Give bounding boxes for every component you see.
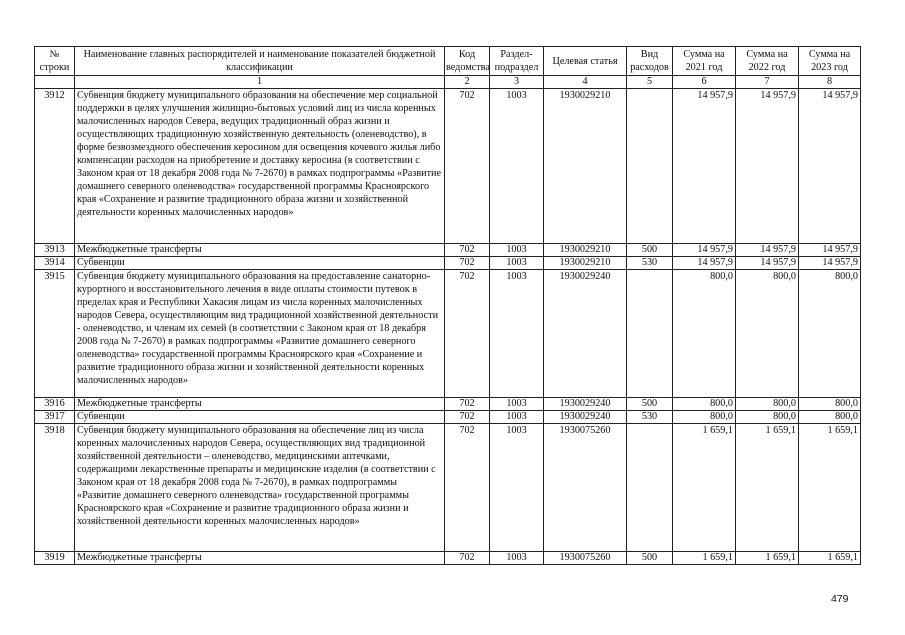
header-row-number: № строки xyxy=(35,47,75,76)
row-target-article: 1930029210 xyxy=(544,257,627,270)
row-number: 3916 xyxy=(35,398,75,411)
header-dept-code: Код ведомства xyxy=(445,47,490,76)
row-expense-kind: 530 xyxy=(627,411,673,424)
row-dept-code: 702 xyxy=(445,424,490,552)
row-name: Межбюджетные трансферты xyxy=(75,244,445,257)
row-expense-kind: 500 xyxy=(627,398,673,411)
row-dept-code: 702 xyxy=(445,270,490,398)
table-row xyxy=(35,398,861,411)
row-section: 1003 xyxy=(490,89,544,244)
row-sum-2022: 14 957,9 xyxy=(736,89,799,244)
row-sum-2023: 14 957,9 xyxy=(799,244,861,257)
column-number: 5 xyxy=(627,76,673,89)
column-number: 3 xyxy=(490,76,544,89)
row-dept-code: 702 xyxy=(445,411,490,424)
row-expense-kind xyxy=(627,424,673,552)
header-sum-2023: Сумма на 2023 год xyxy=(799,47,861,76)
row-sum-2022: 800,0 xyxy=(736,270,799,398)
row-name: Субвенция бюджету муниципального образования на обеспечение лиц из числа коренных малочисленных народов Севера, осуществляющих вид традиционной хозяйственной деятельности – оленеводство, медицинскими аптечками, содержащими лекарственные препараты и медицинские изделия (в соответствии с Законом края от 18 декабря 2008 года № 7-2670), в рамках подпрограммы «Развитие домашнего северного оленеводства» государственной программы Красноярского края «Сохранение и развитие традиционного образа жизни и хозяйственной деятельности коренных малочисленных народов» xyxy=(75,424,445,552)
row-number: 3915 xyxy=(35,270,75,398)
column-number: 8 xyxy=(799,76,861,89)
row-target-article: 1930029210 xyxy=(544,244,627,257)
table-row xyxy=(35,244,861,257)
row-name: Субвенция бюджету муниципального образования на предоставление санаторно-курортного и восстановительного лечения в виде оплаты стоимости путевок в пределах края и Республики Хакасия лицам из числа коренных малочисленных народов Севера, осуществляющим вид традиционной хозяйственной деятельности - оленеводство, и членам их семей (в соответствии с Законом края от 18 декабря 2008 года № 7-2670) в рамках подпрограммы «Развитие домашнего северного оленеводства» государственной программы Красноярского края «Сохранение и развитие традиционного образа жизни и хозяйственной деятельности коренных малочисленных народов» xyxy=(75,270,445,398)
header-name: Наименование главных распорядителей и наименование показателей бюджетной классификации xyxy=(75,47,445,76)
row-section: 1003 xyxy=(490,411,544,424)
page-number: 479 xyxy=(831,593,849,605)
row-section: 1003 xyxy=(490,244,544,257)
row-sum-2023: 800,0 xyxy=(799,411,861,424)
table-row xyxy=(35,270,861,398)
row-number: 3919 xyxy=(35,552,75,565)
row-sum-2022: 1 659,1 xyxy=(736,424,799,552)
row-expense-kind: 500 xyxy=(627,552,673,565)
table-row xyxy=(35,89,861,244)
row-name: Межбюджетные трансферты xyxy=(75,552,445,565)
column-number: 4 xyxy=(544,76,627,89)
table-row xyxy=(35,424,861,552)
row-dept-code: 702 xyxy=(445,257,490,270)
row-sum-2021: 800,0 xyxy=(673,270,736,398)
row-sum-2023: 800,0 xyxy=(799,398,861,411)
row-expense-kind: 530 xyxy=(627,257,673,270)
row-sum-2021: 14 957,9 xyxy=(673,244,736,257)
row-sum-2021: 1 659,1 xyxy=(673,424,736,552)
column-number xyxy=(35,76,75,89)
table-row xyxy=(35,411,861,424)
row-sum-2023: 14 957,9 xyxy=(799,257,861,270)
header-row xyxy=(35,47,861,76)
row-name: Субвенции xyxy=(75,257,445,270)
row-name: Межбюджетные трансферты xyxy=(75,398,445,411)
row-target-article: 1930075260 xyxy=(544,424,627,552)
row-dept-code: 702 xyxy=(445,89,490,244)
row-target-article: 1930029240 xyxy=(544,411,627,424)
row-section: 1003 xyxy=(490,424,544,552)
row-number: 3914 xyxy=(35,257,75,270)
row-sum-2021: 800,0 xyxy=(673,398,736,411)
row-sum-2022: 14 957,9 xyxy=(736,257,799,270)
row-number: 3918 xyxy=(35,424,75,552)
row-target-article: 1930029240 xyxy=(544,398,627,411)
row-sum-2021: 14 957,9 xyxy=(673,89,736,244)
column-number: 1 xyxy=(75,76,445,89)
row-number: 3917 xyxy=(35,411,75,424)
row-section: 1003 xyxy=(490,398,544,411)
table-row xyxy=(35,552,861,565)
row-sum-2021: 14 957,9 xyxy=(673,257,736,270)
row-section: 1003 xyxy=(490,270,544,398)
header-section: Раздел-подраздел xyxy=(490,47,544,76)
column-number: 6 xyxy=(673,76,736,89)
row-sum-2023: 1 659,1 xyxy=(799,552,861,565)
row-dept-code: 702 xyxy=(445,398,490,411)
row-target-article: 1930075260 xyxy=(544,552,627,565)
budget-table xyxy=(34,46,861,565)
row-number: 3912 xyxy=(35,89,75,244)
table-row xyxy=(35,257,861,270)
row-target-article: 1930029240 xyxy=(544,270,627,398)
row-expense-kind xyxy=(627,89,673,244)
column-number: 7 xyxy=(736,76,799,89)
row-name: Субвенция бюджету муниципального образования на обеспечение мер социальной поддержки в целях улучшения жилищно-бытовых условий лиц из числа коренных малочисленных народов Севера, ведущих традиционный образ жизни и осуществляющих традиционную хозяйственную деятельность (оленеводство), в форме безвозмездного обеспечения керосином для освещения кочевого жилья либо компенсации расходов на приобретение и доставку керосина (в соответствии с Законом края от 18 декабря 2008 года № 7-2670) в рамках подпрограммы «Развитие домашнего северного оленеводства» государственной программы Красноярского края «Сохранение и развитие традиционного образа жизни и хозяйственной деятельности коренных малочисленных народов» xyxy=(75,89,445,244)
row-number: 3913 xyxy=(35,244,75,257)
row-section: 1003 xyxy=(490,257,544,270)
header-target-article: Целевая статья xyxy=(544,47,627,76)
row-dept-code: 702 xyxy=(445,244,490,257)
column-number-row xyxy=(35,76,861,89)
header-sum-2021: Сумма на 2021 год xyxy=(673,47,736,76)
header-expense-kind: Вид расходов xyxy=(627,47,673,76)
row-expense-kind: 500 xyxy=(627,244,673,257)
row-sum-2022: 14 957,9 xyxy=(736,244,799,257)
row-target-article: 1930029210 xyxy=(544,89,627,244)
row-sum-2023: 14 957,9 xyxy=(799,89,861,244)
row-sum-2021: 1 659,1 xyxy=(673,552,736,565)
row-sum-2022: 800,0 xyxy=(736,411,799,424)
row-sum-2021: 800,0 xyxy=(673,411,736,424)
row-sum-2023: 800,0 xyxy=(799,270,861,398)
row-expense-kind xyxy=(627,270,673,398)
row-name: Субвенции xyxy=(75,411,445,424)
header-sum-2022: Сумма на 2022 год xyxy=(736,47,799,76)
row-dept-code: 702 xyxy=(445,552,490,565)
row-section: 1003 xyxy=(490,552,544,565)
row-sum-2023: 1 659,1 xyxy=(799,424,861,552)
column-number: 2 xyxy=(445,76,490,89)
row-sum-2022: 1 659,1 xyxy=(736,552,799,565)
row-sum-2022: 800,0 xyxy=(736,398,799,411)
